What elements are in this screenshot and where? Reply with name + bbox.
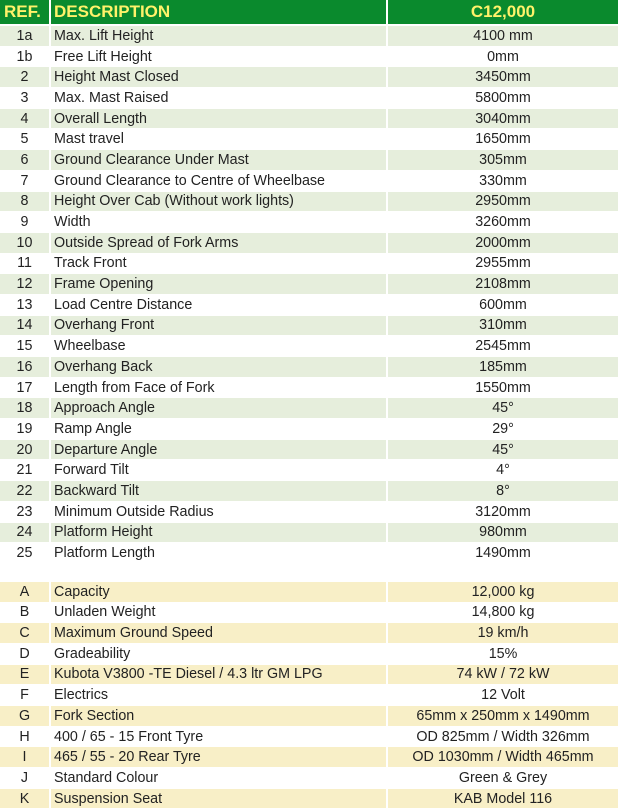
description-cell: Ground Clearance Under Mast (50, 150, 387, 171)
table-row (0, 501, 618, 522)
description-cell: Suspension Seat (50, 788, 387, 809)
ref-cell: 5 (0, 129, 50, 150)
value-cell: 45° (387, 439, 618, 460)
ref-cell: 14 (0, 315, 50, 336)
ref-cell: 16 (0, 357, 50, 378)
ref-cell: 9 (0, 212, 50, 233)
spacer-cell (0, 563, 618, 582)
value-cell: 2545mm (387, 336, 618, 357)
ref-cell: 22 (0, 481, 50, 502)
description-cell: Track Front (50, 253, 387, 274)
table-row (0, 274, 618, 295)
table-row (0, 191, 618, 212)
ref-cell: I (0, 747, 50, 768)
description-cell: Minimum Outside Radius (50, 501, 387, 522)
description-cell: Max. Mast Raised (50, 88, 387, 109)
ref-cell: 13 (0, 294, 50, 315)
description-cell: Standard Colour (50, 768, 387, 789)
ref-cell: 1b (0, 46, 50, 67)
value-cell: 2950mm (387, 191, 618, 212)
ref-cell: 1a (0, 25, 50, 46)
value-cell: 12,000 kg (387, 582, 618, 602)
ref-cell: 7 (0, 170, 50, 191)
value-cell: 305mm (387, 150, 618, 171)
table-row (0, 768, 618, 789)
value-cell: OD 825mm / Width 326mm (387, 726, 618, 747)
description-cell: Ground Clearance to Centre of Wheelbase (50, 170, 387, 191)
ref-cell: 12 (0, 274, 50, 295)
table-row (0, 543, 618, 564)
ref-cell: E (0, 664, 50, 685)
ref-cell: J (0, 768, 50, 789)
description-cell: Overall Length (50, 108, 387, 129)
description-cell: 465 / 55 - 20 Rear Tyre (50, 747, 387, 768)
value-cell: 15% (387, 643, 618, 664)
table-row (0, 108, 618, 129)
value-cell: 330mm (387, 170, 618, 191)
ref-cell: 21 (0, 460, 50, 481)
header-model: C12,000 (387, 0, 618, 25)
ref-cell: 4 (0, 108, 50, 129)
description-cell: Length from Face of Fork (50, 377, 387, 398)
ref-cell: 23 (0, 501, 50, 522)
value-cell: 3260mm (387, 212, 618, 233)
description-cell: Free Lift Height (50, 46, 387, 67)
table-row (0, 747, 618, 768)
ref-cell: 6 (0, 150, 50, 171)
ref-cell: 15 (0, 336, 50, 357)
description-cell: Ramp Angle (50, 419, 387, 440)
value-cell: 1490mm (387, 543, 618, 564)
value-cell: 8° (387, 481, 618, 502)
table-row (0, 357, 618, 378)
description-cell: Overhang Front (50, 315, 387, 336)
ref-cell: A (0, 582, 50, 602)
description-cell: Approach Angle (50, 398, 387, 419)
value-cell: 2955mm (387, 253, 618, 274)
value-cell: 1550mm (387, 377, 618, 398)
table-header-row (0, 0, 618, 25)
value-cell: 29° (387, 419, 618, 440)
value-cell: 74 kW / 72 kW (387, 664, 618, 685)
description-cell: Platform Height (50, 522, 387, 543)
ref-cell: F (0, 685, 50, 706)
ref-cell: K (0, 788, 50, 809)
ref-cell: 10 (0, 232, 50, 253)
description-cell: Forward Tilt (50, 460, 387, 481)
table-row (0, 643, 618, 664)
table-row (0, 481, 618, 502)
description-cell: Platform Length (50, 543, 387, 564)
value-cell: 3040mm (387, 108, 618, 129)
table-row (0, 706, 618, 727)
table-row (0, 46, 618, 67)
value-cell: 14,800 kg (387, 602, 618, 623)
ref-cell: 19 (0, 419, 50, 440)
value-cell: 45° (387, 398, 618, 419)
ref-cell: 17 (0, 377, 50, 398)
description-cell: Fork Section (50, 706, 387, 727)
value-cell: Green & Grey (387, 768, 618, 789)
table-row (0, 67, 618, 88)
ref-cell: B (0, 602, 50, 623)
description-cell: Departure Angle (50, 439, 387, 460)
value-cell: 65mm x 250mm x 1490mm (387, 706, 618, 727)
description-cell: Overhang Back (50, 357, 387, 378)
table-row (0, 294, 618, 315)
table-row (0, 685, 618, 706)
table-row (0, 522, 618, 543)
table-row (0, 623, 618, 644)
table-row (0, 170, 618, 191)
table-row (0, 726, 618, 747)
table-row (0, 88, 618, 109)
value-cell: 3450mm (387, 67, 618, 88)
description-cell: Gradeability (50, 643, 387, 664)
description-cell: Capacity (50, 582, 387, 602)
value-cell: 2000mm (387, 232, 618, 253)
ref-cell: C (0, 623, 50, 644)
value-cell: OD 1030mm / Width 465mm (387, 747, 618, 768)
description-cell: Electrics (50, 685, 387, 706)
header-ref: REF. (0, 0, 50, 25)
value-cell: 19 km/h (387, 623, 618, 644)
table-row (0, 150, 618, 171)
description-cell: Outside Spread of Fork Arms (50, 232, 387, 253)
ref-cell: 3 (0, 88, 50, 109)
table-row (0, 253, 618, 274)
value-cell: 2108mm (387, 274, 618, 295)
description-cell: Kubota V3800 -TE Diesel / 4.3 ltr GM LPG (50, 664, 387, 685)
description-cell: Load Centre Distance (50, 294, 387, 315)
description-cell: Wheelbase (50, 336, 387, 357)
ref-cell: G (0, 706, 50, 727)
description-cell: Max. Lift Height (50, 25, 387, 46)
description-cell: Backward Tilt (50, 481, 387, 502)
description-cell: Height Over Cab (Without work lights) (50, 191, 387, 212)
ref-cell: 25 (0, 543, 50, 564)
table-row (0, 419, 618, 440)
value-cell: 4° (387, 460, 618, 481)
header-description: DESCRIPTION (50, 0, 387, 25)
description-cell: 400 / 65 - 15 Front Tyre (50, 726, 387, 747)
value-cell: 1650mm (387, 129, 618, 150)
description-cell: Unladen Weight (50, 602, 387, 623)
table-row (0, 336, 618, 357)
ref-cell: 2 (0, 67, 50, 88)
ref-cell: 24 (0, 522, 50, 543)
table-row (0, 582, 618, 602)
ref-cell: 11 (0, 253, 50, 274)
value-cell: 4100 mm (387, 25, 618, 46)
table-row (0, 664, 618, 685)
value-cell: 12 Volt (387, 685, 618, 706)
value-cell: 310mm (387, 315, 618, 336)
ref-cell: 20 (0, 439, 50, 460)
value-cell: KAB Model 116 (387, 788, 618, 809)
table-row (0, 212, 618, 233)
table-row (0, 232, 618, 253)
section-spacer (0, 563, 618, 582)
description-cell: Frame Opening (50, 274, 387, 295)
table-row (0, 788, 618, 809)
table-row (0, 25, 618, 46)
table-row (0, 439, 618, 460)
value-cell: 185mm (387, 357, 618, 378)
table-row (0, 129, 618, 150)
description-cell: Mast travel (50, 129, 387, 150)
table-row (0, 460, 618, 481)
description-cell: Width (50, 212, 387, 233)
ref-cell: 8 (0, 191, 50, 212)
table-row (0, 315, 618, 336)
value-cell: 3120mm (387, 501, 618, 522)
ref-cell: 18 (0, 398, 50, 419)
value-cell: 980mm (387, 522, 618, 543)
table-row (0, 377, 618, 398)
ref-cell: D (0, 643, 50, 664)
ref-cell: H (0, 726, 50, 747)
table-row (0, 602, 618, 623)
value-cell: 0mm (387, 46, 618, 67)
value-cell: 600mm (387, 294, 618, 315)
table-row (0, 398, 618, 419)
description-cell: Maximum Ground Speed (50, 623, 387, 644)
value-cell: 5800mm (387, 88, 618, 109)
description-cell: Height Mast Closed (50, 67, 387, 88)
table-body (0, 25, 618, 809)
